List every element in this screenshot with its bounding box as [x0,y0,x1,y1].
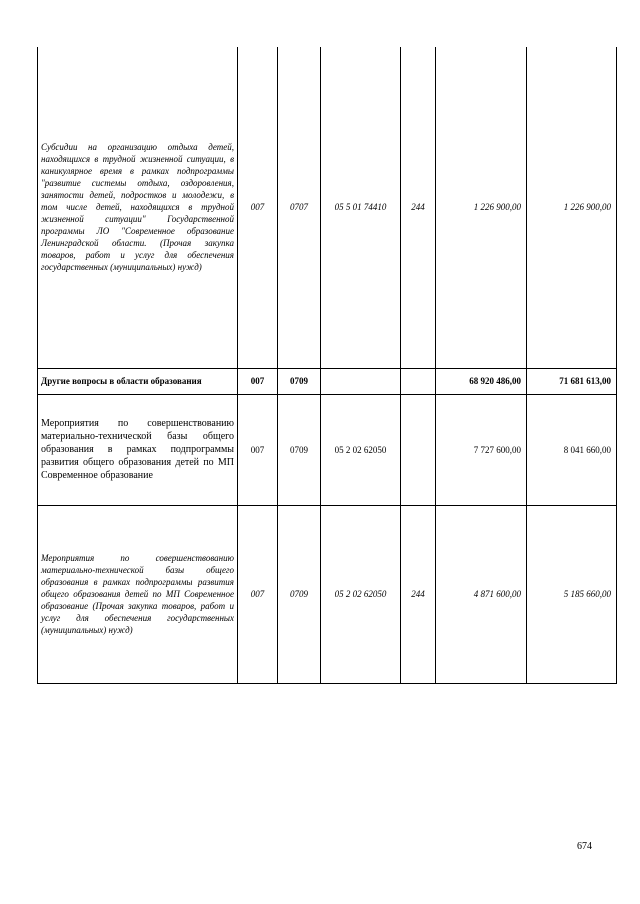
page-number: 674 [577,841,592,852]
section-code: 0709 [278,394,321,505]
amount-year2: 5 185 660,00 [527,505,617,683]
amount-year1: 68 920 486,00 [436,368,527,394]
budget-table [37,47,617,684]
section-code: 0709 [278,368,321,394]
amount-year2: 8 041 660,00 [527,394,617,505]
ministry-code: 007 [238,368,278,394]
section-code: 0707 [278,47,321,368]
row-description: Мероприятия по совершенствованию материально-технической базы общего образования в рамках подпрограммы развития общего образования детей по МП Современное образование [38,394,238,505]
amount-year2: 1 226 900,00 [527,47,617,368]
table-row [38,394,617,505]
target-code [321,368,401,394]
expense-code: 244 [401,505,436,683]
table-row [38,47,617,368]
target-code: 05 5 01 74410 [321,47,401,368]
amount-year1: 1 226 900,00 [436,47,527,368]
expense-code [401,394,436,505]
row-description: Другие вопросы в области образования [38,368,238,394]
amount-year1: 7 727 600,00 [436,394,527,505]
row-description: Мероприятия по совершенствованию материально-технической базы общего образования в рамках подпрограммы развития общего образования детей по МП Современное образование (Прочая закупка товаров, работ и услуг для обеспечения государственных (муниципальных) нужд) [38,505,238,683]
expense-code: 244 [401,47,436,368]
row-description: Субсидии на организацию отдыха детей, находящихся в трудной жизненной ситуации, в каникулярное время в рамках подпрограммы "развитие системы отдыха, оздоровления, занятости детей, подростков и молодежи, в том числе детей, находящихся в трудной жизненной ситуации" Государственной программы ЛО "Современное образование Ленинградской области. (Прочая закупка товаров, работ и услуг для обеспечения государственных (муниципальных) нужд) [38,47,238,368]
target-code: 05 2 02 62050 [321,505,401,683]
amount-year1: 4 871 600,00 [436,505,527,683]
table-row [38,505,617,683]
table-row [38,368,617,394]
expense-code [401,368,436,394]
amount-year2: 71 681 613,00 [527,368,617,394]
ministry-code: 007 [238,505,278,683]
target-code: 05 2 02 62050 [321,394,401,505]
ministry-code: 007 [238,394,278,505]
ministry-code: 007 [238,47,278,368]
section-code: 0709 [278,505,321,683]
